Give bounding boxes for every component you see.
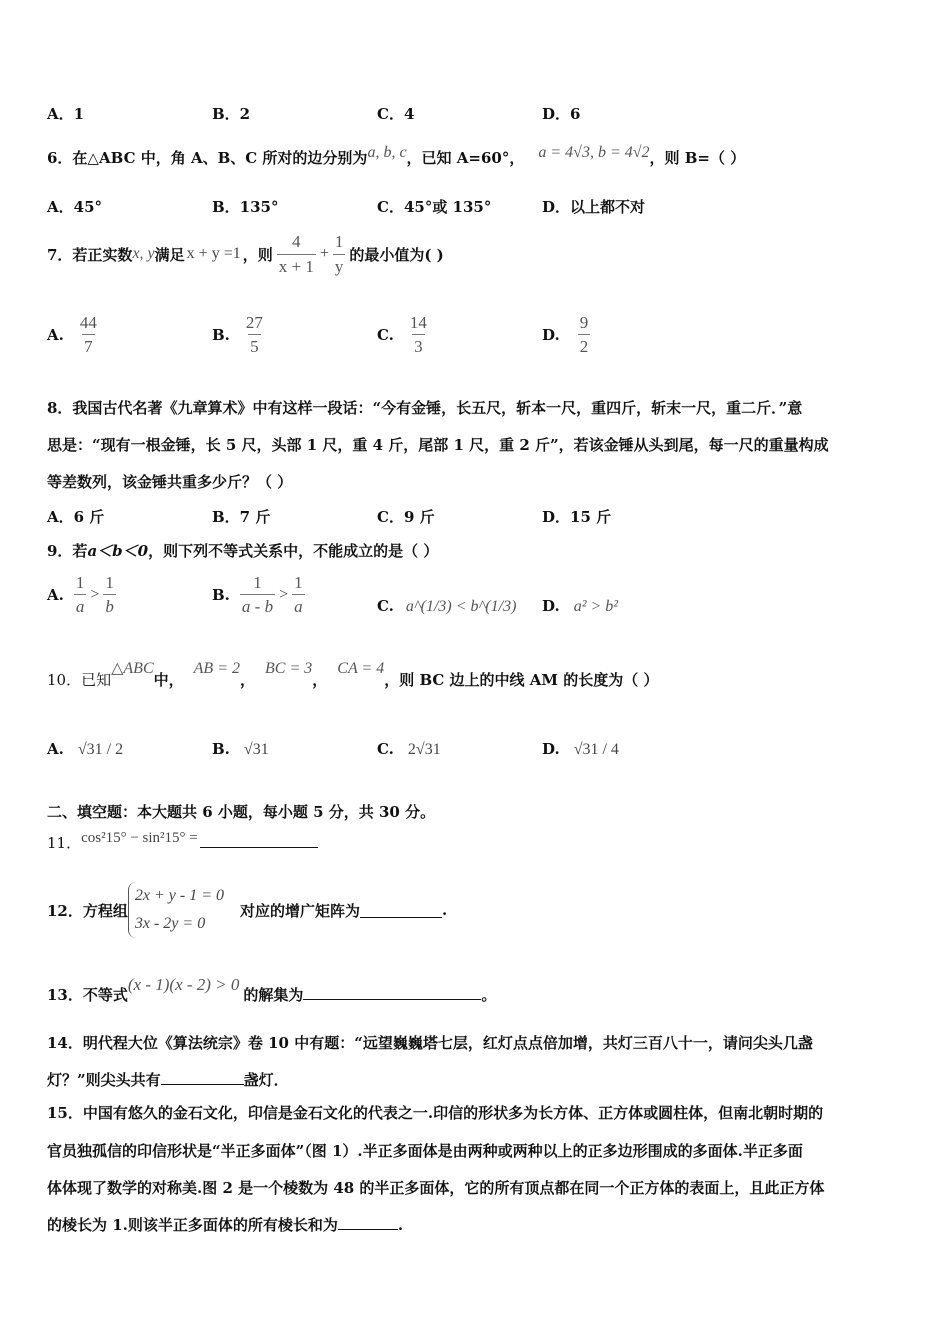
q6-option-c: C．45°或 135°: [377, 198, 492, 216]
q11-expr: cos²15° − sin²15° =: [81, 830, 198, 846]
q10-bc: BC = 3: [265, 660, 313, 677]
q12-stem: 12．方程组 2x + y - 1 = 0 3x - 2y = 0 对应的增广矩阵为 .: [47, 882, 447, 938]
q7-stem: [47, 228, 444, 280]
q7-frac1: $\frac{4}{x + 1}$: [278, 232, 314, 276]
q10-option-d: D. √31 / 4: [542, 740, 619, 758]
q15-line-1: 15．中国有悠久的金石文化，印信是金石文化的代表之一.印信的形状多为长方体、正方体或圆柱体，但南北朝时期的: [47, 1104, 824, 1122]
q12-eq2: 3x - 2y = 0: [134, 915, 206, 932]
q7-option-b: B. $\frac{27}{5}$: [212, 313, 263, 357]
q6-mid: ，已知 A=60°，: [406, 149, 525, 167]
q5-option-c: C．4: [377, 105, 415, 123]
q10-stem: 10．已知△ABC中，AB = 2，BC = 3，CA = 4，则 BC 边上的中线 AM 的长度为（ ）: [47, 660, 659, 689]
q7-prefix: 7．若正实数: [47, 245, 133, 264]
q10-ca: CA = 4: [337, 660, 385, 677]
q9-option-b: B. $\frac{1}{a - b}$ > $\frac{1}{a}$: [212, 573, 303, 617]
q8-option-d: D．15 斤: [542, 508, 612, 526]
q15-line-2: 官员独孤信的印信形状是“半正多面体”（图 1）.半正多面体是由两种或两种以上的正多边形围成的多面体.半正多面: [47, 1142, 803, 1160]
q8-line-3: 等差数列，该金锤共重多少斤？（ ）: [47, 473, 293, 491]
q9-option-a: A. $\frac{1}{a}$ > $\frac{1}{b}$: [47, 573, 114, 617]
q9-prefix: 9．若: [47, 542, 88, 560]
q9-cond: a＜b＜0: [87, 542, 149, 560]
q7-option-c: C. $\frac{14}{3}$: [377, 313, 427, 357]
q5-option-b: B．2: [212, 105, 251, 123]
q7-constraint: x + y =1: [186, 245, 241, 262]
q12-answer-blank[interactable]: [360, 903, 442, 918]
q10-option-c: C. 2√31: [377, 740, 441, 758]
q8-line-1: 8．我国古代名著《九章算术》中有这样一段话：“今有金锤，长五尺，斩本一尺，重四斤，斩末一尺，重二斤．”意: [47, 399, 803, 417]
q8-option-b: B．7 斤: [212, 508, 271, 526]
q11-stem: [47, 832, 318, 853]
q15-line-4: 的棱长为 1.则该半正多面体的所有棱长和为 .: [47, 1216, 404, 1234]
q9-stem: [47, 540, 438, 561]
q10-triangle: △ABC: [111, 660, 154, 677]
q14-line-1: 14．明代程大位《算法统宗》卷 10 中有题：“远望巍巍塔七层，红灯点点倍加增，共灯三百八十一，请问尖头几盏: [47, 1034, 813, 1052]
q5-option-d: D．6: [542, 105, 581, 123]
q13-stem: 13．不等式(x - 1)(x - 2) > 0的解集为 。: [47, 975, 497, 1004]
q14-line-2: 灯？”则尖头共有 盏灯．: [47, 1071, 289, 1089]
q11-num: 11．: [47, 834, 82, 852]
q7-mid2: ，则: [242, 245, 273, 264]
section-2-title: 二、填空题：本大题共 6 小题，每小题 5 分，共 30 分。: [47, 803, 436, 821]
q6-given: a = 4√3, b = 4√2: [538, 144, 650, 161]
q13-answer-blank[interactable]: [303, 985, 481, 1000]
q6-stem: [47, 144, 746, 168]
q13-suffix: 的解集为: [243, 986, 304, 1004]
q7-frac2: $\frac{1}{y}$: [334, 232, 344, 276]
q6-option-d: D．以上都不对: [542, 198, 646, 216]
q10-option-b: B. √31: [212, 740, 269, 758]
q6-vars: a, b, c: [367, 144, 407, 161]
q13-expr: (x - 1)(x - 2) > 0: [127, 975, 240, 994]
q11-answer-blank[interactable]: [200, 833, 318, 848]
q7-vars: x, y: [132, 245, 155, 262]
q15-line-3: 体体现了数学的对称美.图 2 是一个棱数为 48 的半正多面体，它的所有顶点都在同一个正方体的表面上，且此正方体: [47, 1179, 825, 1197]
q8-line-2: 思是：“现有一根金锤，长 5 尺，头部 1 尺，重 4 斤，尾部 1 尺，重 2 斤”，若该金锤从头到尾，每一尺的重量构成: [47, 436, 829, 454]
q7-suffix: 的最小值为( ): [349, 245, 444, 264]
q12-prefix: 12．方程组: [47, 901, 128, 920]
q10-suffix: ，则 BC 边上的中线 AM 的长度为（ ）: [384, 671, 659, 689]
q8-option-c: C．9 斤: [377, 508, 435, 526]
q10-option-a: A. √31 / 2: [47, 740, 124, 758]
q13-prefix: 13．不等式: [47, 986, 128, 1004]
q7-option-a: A. $\frac{44}{7}$: [47, 313, 97, 357]
q8-option-a: A．6 斤: [47, 508, 105, 526]
q10-ab: AB = 2: [193, 660, 240, 677]
q9-option-d: D. a² > b²: [542, 597, 619, 615]
q9-suffix: ，则下列不等式关系中，不能成立的是（ ）: [148, 542, 439, 560]
q14-answer-blank[interactable]: [161, 1070, 244, 1085]
q12-system: [128, 882, 224, 938]
q7-mid: 满足: [154, 245, 185, 264]
q15-answer-blank[interactable]: [338, 1215, 398, 1230]
q6-option-a: A．45°: [47, 198, 103, 216]
q10-zhong: 中，: [153, 671, 184, 689]
q10-prefix: 10．已知: [47, 671, 112, 689]
q12-eq1: 2x + y - 1 = 0: [134, 887, 224, 904]
q6-suffix: ，则 B=（ ）: [649, 149, 746, 167]
q6-option-b: B．135°: [212, 198, 279, 216]
q9-option-c: C. a^(1/3) < b^(1/3): [377, 597, 517, 615]
q7-plus: +: [319, 245, 329, 262]
q6-prefix: 6．在△ABC 中，角 A、B、C 所对的边分别为: [47, 149, 368, 167]
q5-option-a: A．1: [47, 105, 85, 123]
q12-suffix: 对应的增广矩阵为: [240, 901, 361, 920]
q7-option-d: D. $\frac{9}{2}$: [542, 313, 589, 357]
